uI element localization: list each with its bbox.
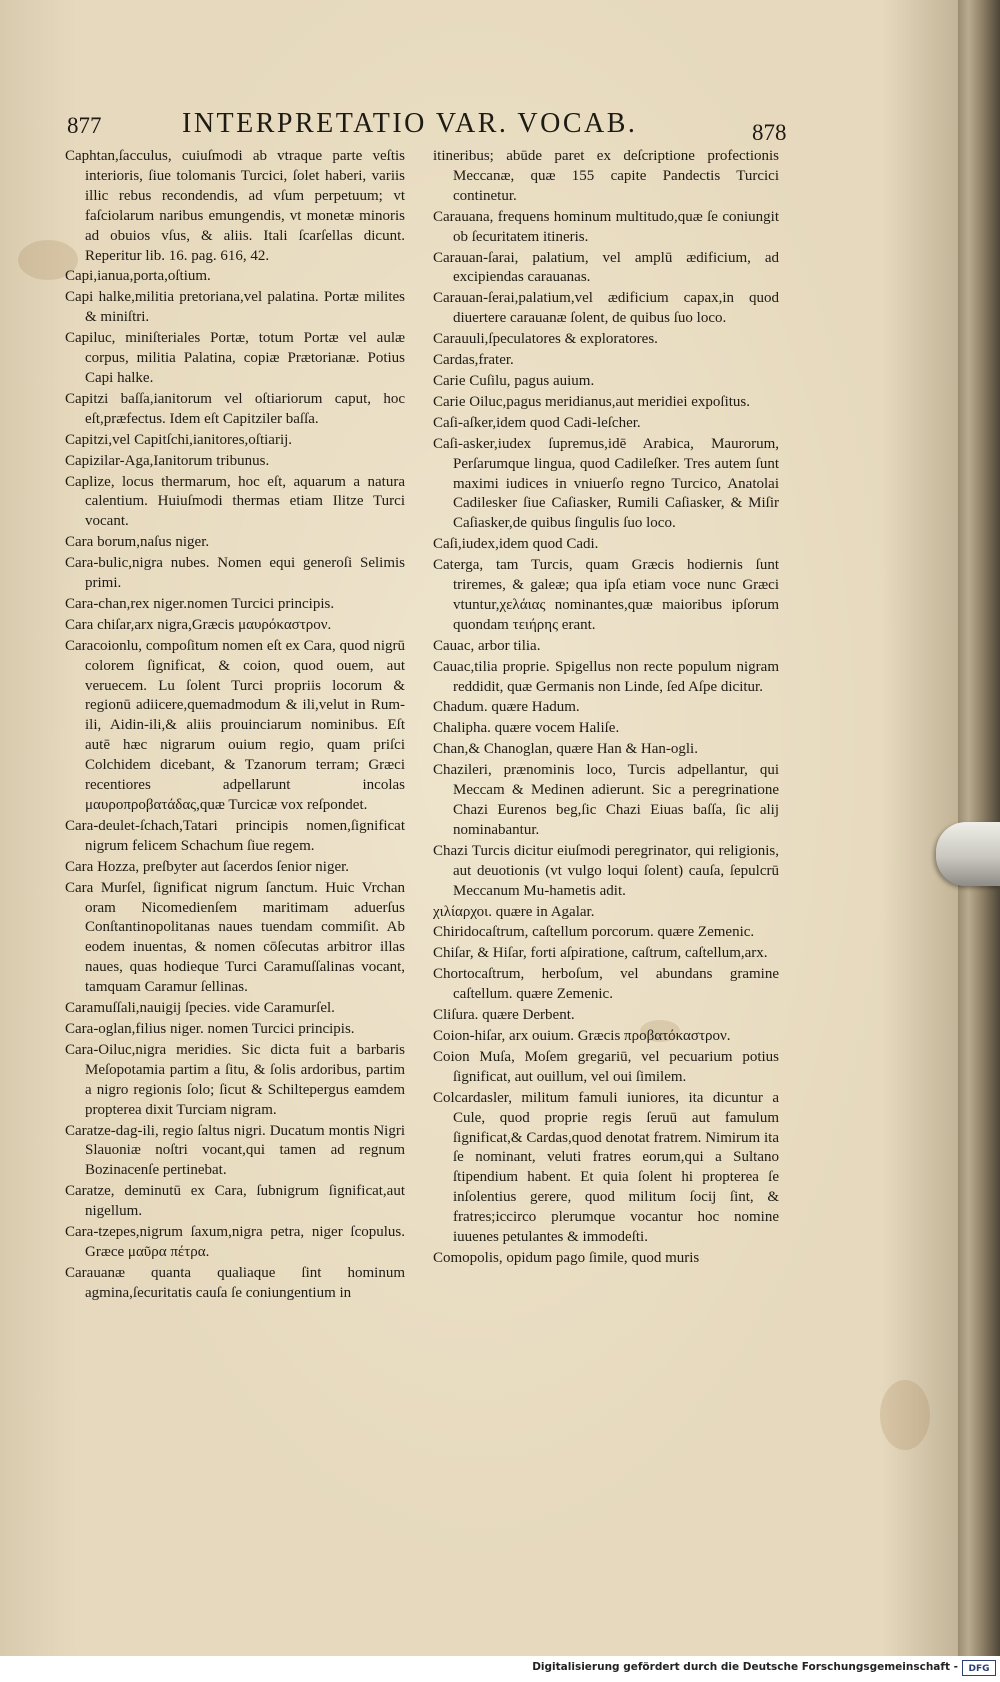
- glossary-entry: Carauan-ſerai,palatium,vel ædificium capax,in quod diuertere carauanæ ſolent, de quibus ſuo loco.: [433, 290, 779, 327]
- footer-bar: [0, 1656, 1000, 1682]
- glossary-entry: Cauac,tilia proprie. Spigellus non recte populum nigram reddidit, quæ Germanis non Linde, ſed Aſpe dicitur.: [433, 658, 779, 695]
- glossary-entry: Cara-Oiluc,nigra meridies. Sic dicta fuit a barbaris Meſopotamia partim a ſitu, & ſolis ardoribus, partim a nigro regionis ſolo; ſicut & Schiltepergus eamdem propterea dixit Turciam nigram.: [65, 1041, 405, 1118]
- glossary-entry: Capiluc, miniſteriales Portæ, totum Portæ vel aulæ corpus, militia Palatina, copiæ Prætorianæ. Potius Capi halke.: [65, 330, 405, 386]
- glossary-entry: Capitzi,vel Capitſchi,ianitores,oſtiarij.: [65, 431, 293, 448]
- glossary-entry: Cara-chan,rex niger.nomen Turcici principis.: [65, 595, 335, 612]
- dfg-logo: DFG: [962, 1660, 996, 1676]
- glossary-entry: Chazileri, prænominis loco, Turcis adpellantur, qui Meccam & Medinen adierunt. Sic a peregrinatione Chazi Eurenos beg,ſic Chazi Eiuas baſſa, ſic alij nominabantur.: [433, 762, 779, 838]
- glossary-entry: Caramuſſali,nauigij ſpecies. vide Caramurſel.: [65, 1000, 335, 1017]
- glossary-entry: Caſi,iudex,idem quod Cadi.: [433, 536, 599, 553]
- glossary-entry: Carauana, frequens hominum multitudo,quæ ſe coniungit ob ſecuritatem itineris.: [433, 208, 779, 245]
- glossary-entry: itineribus; abūde paret ex deſcriptione profectionis Meccanæ, quæ 155 capite Pandectis Turcici continetur.: [433, 148, 779, 204]
- glossary-entry: Cara-bulic,nigra nubes. Nomen equi generoſi Selimis primi.: [65, 555, 405, 592]
- glossary-entry: Caſi-asker,iudex ſupremus,idē Arabica, Maurorum, Perſarumque lingua, quod Cadileſker. Tres autem ſunt maximi iudices in vniuerſo regno Turcico, Anatolai Cadilesker ſiue Caſiasker, Rumili Caſiasker, & Miſir Caſiasker,de quibus ſingulis ſuo loco.: [433, 435, 779, 532]
- page-number-left: 877: [67, 113, 102, 138]
- glossary-entry: Cara Hozza, preſbyter aut ſacerdos ſenior niger.: [65, 858, 350, 875]
- glossary-entry: Caracoionlu, compoſitum nomen eſt ex Cara, quod nigrū colorem ſignificat, & coion, quod ouem, aut veruecem. Lu ſolent Turci propriis locorum & regionū adiicere,quemadmodum & ili,velut in Rum-ili, Aidin-ili,& aliis prouinciarum nominibus. Eſt autē hæc nigrarum ouium regio, quam priſci Colchidem dicebant, & Tzanorum terram; Græci recentiores adpellarunt incolas μαυροπροβατάδας,quæ Turcicæ vox reſpondet.: [65, 637, 405, 813]
- glossary-entry: Capi,ianua,porta,oſtium.: [65, 268, 211, 285]
- glossary-entry: Cauac, arbor tilia.: [433, 637, 541, 654]
- glossary-entry: Carauanæ quanta qualiaque ſint hominum agmina,ſecuritatis cauſa ſe coniungentium in: [65, 1264, 405, 1301]
- glossary-entry: Chiridocaſtrum, caſtellum porcorum. quære Zemenic.: [433, 924, 755, 941]
- paper-stain: [880, 1380, 930, 1450]
- glossary-entry: Cara Murſel, ſignificat nigrum ſanctum. Huic Vrchan oram Nicomedienſem maritimam aduerſus Conſtantinopolitanas naues tuendam commiſit. Ab eodem inuentas, & nomen cōſecutas arbitror illas naues, quas hodieque Turci Caramuſſalinas vocant, tamquam Caramur ſellinas.: [65, 879, 405, 996]
- glossary-entry: Capitzi baſſa,ianitorum vel oſtiariorum caput, hoc eſt,præfectus. Idem eſt Capitziler baſſa.: [65, 390, 405, 427]
- page-clip: [936, 822, 1000, 886]
- glossary-entry: Capizilar-Aga,Ianitorum tribunus.: [65, 452, 270, 469]
- glossary-entry: Caratze-dag-ili, regio ſaltus nigri. Ducatum montis Nigri Slauoniæ noſtri vocant,qui tamen ad regnum Bozinacenſe pertinebat.: [65, 1122, 405, 1179]
- glossary-entry: Capi halke,militia pretoriana,vel palatina. Portæ milites & miniſtri.: [65, 289, 405, 326]
- glossary-entry: Chazi Turcis dicitur eiuſmodi peregrinator, qui religionis, aut deuotionis (vt vulgo loqui ſolent) cauſa, ſepulcrū Meccanum Mu-hametis adit.: [433, 842, 779, 899]
- right-column: [433, 147, 779, 1270]
- glossary-entry: Chadum. quære Hadum.: [433, 699, 580, 716]
- glossary-entry: Carauuli,ſpeculatores & exploratores.: [433, 331, 658, 348]
- glossary-entry: Carie Oiluc,pagus meridianus,aut meridiei expoſitus.: [433, 393, 751, 410]
- glossary-entry: χιλίαρχοι. quære in Agalar.: [433, 903, 595, 920]
- glossary-entry: Cliſura. quære Derbent.: [433, 1007, 575, 1024]
- page-header: [60, 107, 800, 143]
- glossary-entry: Chiſar, & Hiſar, forti aſpiratione, caſtrum, caſtellum,arx.: [433, 945, 768, 962]
- running-head: INTERPRETATIO VAR. VOCAB.: [182, 108, 638, 139]
- glossary-entry: Carauan-ſarai, palatium, vel amplū ædificium, ad excipiendas carauanas.: [433, 249, 779, 286]
- page-number-right: 878: [752, 120, 787, 145]
- glossary-entry: Chan,& Chanoglan, quære Han & Han-ogli.: [433, 741, 698, 758]
- left-column: [65, 147, 405, 1305]
- glossary-entry: Caſi-aſker,idem quod Cadi-leſcher.: [433, 414, 641, 431]
- glossary-entry: Caratze, deminutū ex Cara, ſubnigrum ſignificat,aut nigellum.: [65, 1183, 405, 1220]
- funding-note: Digitalisierung gefördert durch die Deutsche Forschungsgemeinschaft -: [532, 1661, 958, 1673]
- glossary-entry: Caphtan,ſacculus, cuiuſmodi ab vtraque parte veſtis interioris, ſiue tolomanis Turcici, ſolet haberi, variis illic rebus recondendis, ad vſum perpetuum; vt faſciolarum naribus emungendis, vt monetæ minoris ad obuios vſus, & aliis. Itali ſcarſellas dicunt. Reperitur lib. 16. pag. 616, 42.: [65, 148, 405, 264]
- glossary-entry: Cara-deulet-ſchach,Tatari principis nomen,ſignificat nigrum felicem Schachum ſiue regem.: [65, 817, 405, 854]
- glossary-entry: Chortocaſtrum, herboſum, vel abundans gramine caſtellum. quære Zemenic.: [433, 966, 779, 1003]
- glossary-entry: Cardas,frater.: [433, 352, 514, 369]
- glossary-entry: Coion Muſa, Moſem gregariū, vel pecuarium potius ſignificat, aut ouillum, vel oui ſimilem.: [433, 1048, 779, 1085]
- glossary-entry: Cara-oglan,filius niger. nomen Turcici principis.: [65, 1020, 355, 1037]
- glossary-entry: Chalipha. quære vocem Haliſe.: [433, 720, 620, 737]
- glossary-entry: Carie Cuſilu, pagus auium.: [433, 372, 595, 389]
- glossary-entry: Cara-tzepes,nigrum ſaxum,nigra petra, niger ſcopulus. Græce μαῦρα πέτρα.: [65, 1224, 405, 1260]
- glossary-entry: Cara chiſar,arx nigra,Græcis μαυρόκαστρον.: [65, 616, 332, 633]
- glossary-entry: Caplize, locus thermarum, hoc eſt, aquarum a natura calentium. Huiuſmodi thermas etiam Ilitze Turci vocant.: [65, 473, 405, 530]
- glossary-entry: Comopolis, opidum pago ſimile, quod muris: [433, 1249, 700, 1266]
- glossary-entry: Caterga, tam Turcis, quam Græcis hodiernis ſunt triremes, & galeæ; qua ipſa etiam voce nunc Græci vtuntur,χελάιας nominantes,quæ maioribus ipſorum quondam τειήρης erant.: [433, 557, 779, 633]
- glossary-entry: Cara borum,naſus niger.: [65, 534, 210, 551]
- glossary-entry: Colcardasler, militum famuli iuniores, ita dicuntur a Cule, quod proprie regis ſeruū aut famulum ſignificat,& Cardas,quod denotat fratrem. Nimirum ita ſe nominant, veluti fratres eorum,qui a Sultano ſtipendium habent. Et quia ſolent hi propterea ſe inſolentius gerere, quod militum ſocij ſint, & fratres;iccirco plerumque vocantur hoc nomine iuuenes petulantes & immodeſti.: [433, 1089, 779, 1246]
- glossary-entry: Coion-hiſar, arx ouium. Græcis προβατόκαστρον.: [433, 1027, 731, 1044]
